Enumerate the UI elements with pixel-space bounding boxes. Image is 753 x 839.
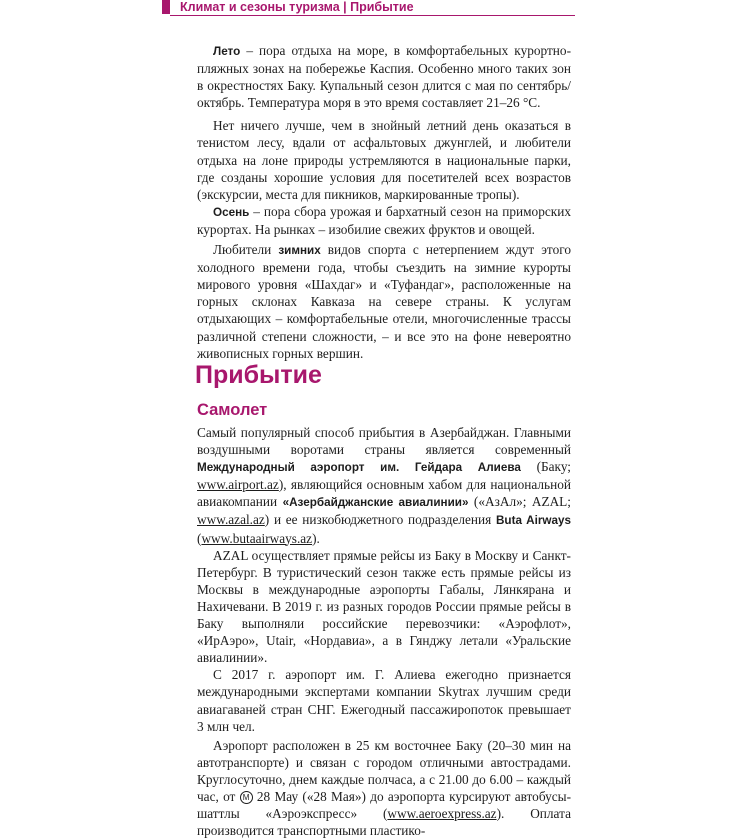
azal-flights-paragraph: AZAL осуществляет прямые рейсы из Баку в Москву и Санкт-Петербург. В туристический сезон также есть прямые рейсы из Москвы в международные аэропорты Габалы, Лянкярана и Нахичевани. В 2019 г. из разных городов России прямые рейсы в Баку выполняли российские перевозчики: «Аэрофлот», «ИрАэро», Utair, «Нордавиа», а в Гянджу летали «Уральские авиалинии». (197, 547, 571, 666)
metro-icon: М (240, 791, 253, 804)
header-accent-bar (162, 0, 170, 14)
header-rule (170, 15, 575, 16)
forest-paragraph: Нет ничего лучше, чем в знойный летний день оказаться в тенистом лесу, вдали от асфальтовых джунглей, и любители отдыха на лоне природы устремляются в национальные парки, где созданы хорошие условия для посетителей всех возрастов (экскурсии, места для пикников, маркированные тропы). (197, 118, 571, 202)
autumn-paragraph: Осень – пора сбора урожая и бархатный сезон на приморских курортах. На рынках – изобилие свежих фруктов и овощей. (197, 203, 571, 237)
buta-name: Buta Airways (495, 514, 571, 528)
arrival-text (197, 424, 571, 839)
running-header: Климат и сезоны туризма | Прибытие (180, 0, 414, 14)
subsection-title-plane: Самолет (197, 401, 268, 419)
summer-paragraph: Лето – пора отдыха на море, в комфортабельных курортно-пляжных зонах на побережье Каспия. Особенно много таких зон в окрестностях Баку. Купальный сезон длится с мая по сентябрь/октябрь. Температура моря в это время составляет 21–26 °C. (197, 43, 571, 111)
aeroexpress-link[interactable]: www.aeroexpress.az (387, 806, 497, 822)
airport-name: Международный аэропорт им. Гейдара Алиева (197, 461, 521, 475)
autumn-label: Осень (213, 205, 250, 219)
section-title-arrival: Прибытие (195, 361, 322, 389)
airport-link[interactable]: www.airport.az (197, 477, 279, 493)
buta-link[interactable]: www.butaairways.az (201, 530, 313, 546)
azal-link[interactable]: www.azal.az (197, 512, 265, 528)
airline-name: «Азербайджанские авиалинии» (282, 496, 469, 510)
airport-location-paragraph: Аэропорт расположен в 25 км восточнее Баку (20–30 мин на автотранспорте) и связан с городом отличными автострадами. Круглосуточно, днем каждые полчаса, а с 21.00 до 6.00 – каждый час, от М 28 Мау («28 Мая») до аэропорта курсируют автобусы-шаттлы «Аэроэкспресс» (www.aeroexpress.az). Оплата производится транспортными пластико- (197, 737, 571, 839)
summer-label: Лето (213, 45, 241, 58)
winter-paragraph: Любители зимних видов спорта с нетерпением ждут этого холодного времени года, чтобы съездить на зимние курорты мирового уровня «Шахдаг» и «Туфандаг», расположенные на горных склонах Кавказа на севере страны. К услугам отдыхающих – комфортабельные отели, многочисленные трассы различной степени сложности, – и все это на фоне невероятно живописных горных вершин. (197, 242, 571, 361)
plane-intro-paragraph: Самый популярный способ прибытия в Азербайджан. Главными воздушными воротами страны является современный Международный аэропорт им. Гейдара Алиева (Баку; www.airport.az), являющийся основным хабом для национальной авиакомпании «Азербайджанские авиалинии» («АзАл»; AZAL; www.azal.az) и ее низкобюджетного подразделения Buta Airways (www.butaairways.az). (197, 425, 572, 546)
winter-label: зимних (278, 244, 321, 258)
climate-text (197, 42, 571, 362)
skytrax-paragraph: С 2017 г. аэропорт им. Г. Алиева ежегодно признается международными экспертами компании Skytrax лучшим среди авиагаваней стран СНГ. Ежегодный пассажиропоток превышает 3 млн чел. (197, 667, 571, 734)
